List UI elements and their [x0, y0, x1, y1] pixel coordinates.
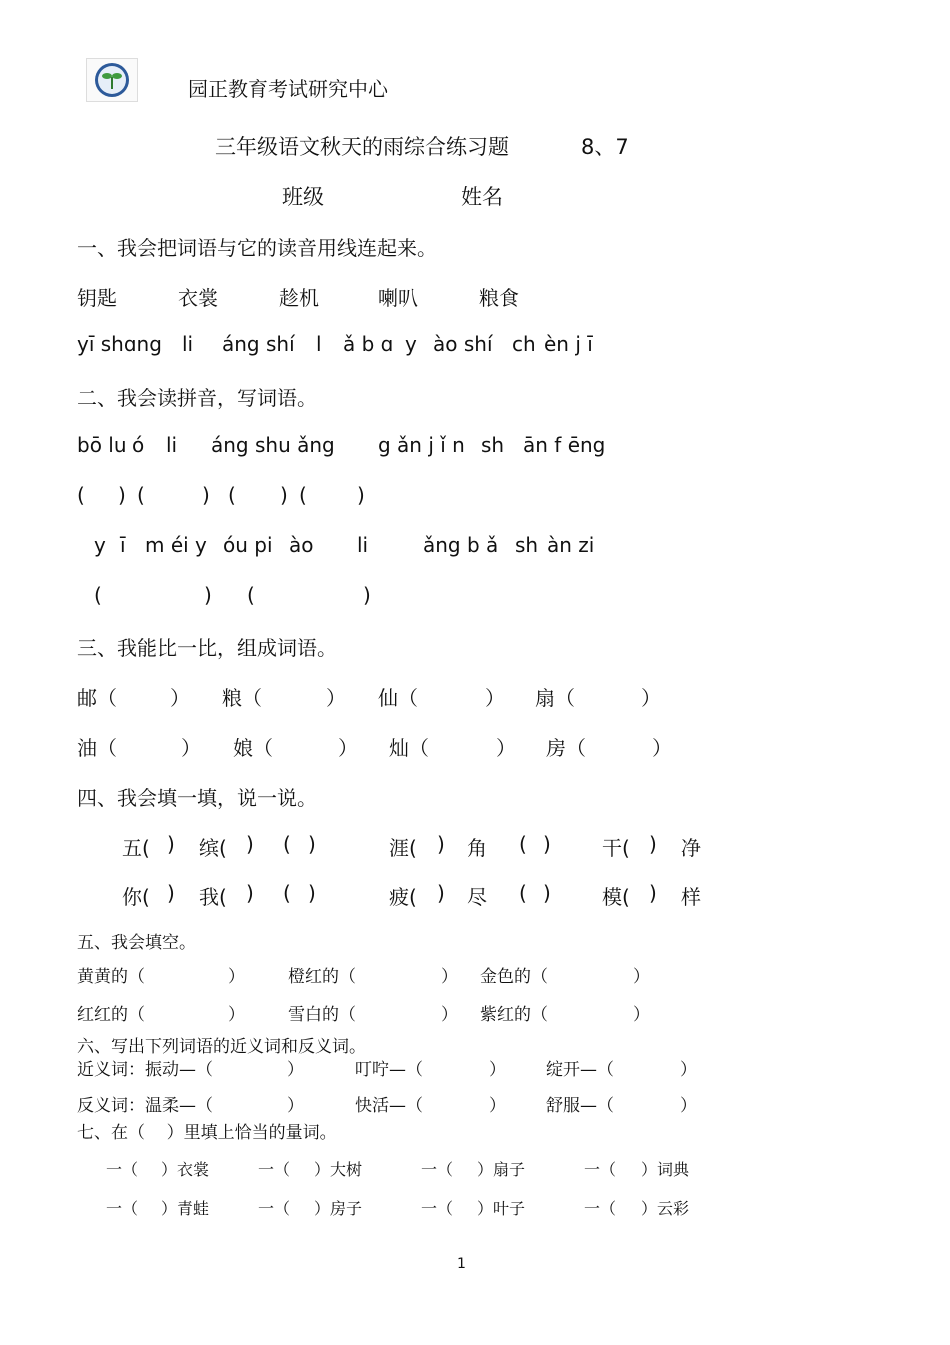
idiom-part: 缤( — [199, 836, 227, 860]
fill-prompt: 紫红的（ — [480, 1005, 548, 1025]
pinyin: sh — [515, 533, 539, 557]
bracket-close: ) — [204, 583, 212, 607]
bracket-close: ） — [228, 967, 245, 987]
pinyin: áng shu ǎng — [211, 433, 335, 457]
idiom-part: 五( — [122, 836, 150, 860]
measure-noun: ）叶子 — [477, 1199, 526, 1218]
idiom-part: 你( — [122, 885, 150, 909]
measure-prompt: 一（ — [106, 1160, 139, 1179]
idiom-part: 模( — [602, 885, 630, 909]
idiom-part: ) — [167, 832, 175, 856]
char-with-open-bracket: 邮（ — [77, 686, 117, 710]
idiom-part: ) — [649, 832, 657, 856]
pinyin: ǎ b ɑ — [343, 332, 394, 356]
char-with-open-bracket: 娘（ — [233, 736, 273, 760]
bracket-close: ） — [489, 1096, 506, 1116]
bracket-close: ） — [496, 736, 516, 760]
title-number: 8、7 — [581, 135, 629, 159]
bracket-close: ） — [228, 1005, 245, 1025]
idiom-part: 尽 — [467, 885, 487, 909]
measure-prompt: 一（ — [584, 1160, 617, 1179]
idiom-part: 干( — [602, 836, 630, 860]
page-number: 1 — [457, 1256, 466, 1272]
fill-prompt: 橙红的（ — [288, 967, 356, 987]
pinyin: g ǎn j ǐ n — [378, 433, 465, 457]
word: 衣裳 — [178, 286, 218, 310]
measure-prompt: 一（ — [258, 1199, 291, 1218]
bracket-close: ） — [680, 1096, 697, 1116]
idiom-part: 样 — [681, 885, 701, 909]
word: 粮食 — [479, 286, 519, 310]
pinyin: y — [405, 332, 417, 356]
bracket-close: ） — [641, 686, 661, 710]
measure-prompt: 一（ — [421, 1199, 454, 1218]
char-with-open-bracket: 房（ — [546, 736, 586, 760]
char-with-open-bracket: 油（ — [77, 736, 117, 760]
measure-noun: ）房子 — [314, 1199, 363, 1218]
measure-noun: ）青蛙 — [161, 1199, 210, 1218]
pinyin: y — [94, 533, 106, 557]
char-with-open-bracket: 扇（ — [535, 686, 575, 710]
bracket-close: ) — [118, 483, 126, 507]
fill-prompt: 舒服—（ — [546, 1096, 614, 1116]
pinyin: yī shɑng — [77, 332, 162, 356]
bracket-open: ( — [247, 583, 255, 607]
pinyin: sh — [481, 433, 505, 457]
pinyin: li — [166, 433, 178, 457]
idiom-part: ) — [543, 832, 551, 856]
fill-prompt: 快活—（ — [355, 1096, 423, 1116]
pinyin: ó — [132, 433, 145, 457]
section-2-heading: 二、我会读拼音，写词语。 — [77, 386, 317, 410]
idiom-part: ( — [283, 881, 291, 905]
logo — [86, 58, 138, 102]
fill-prompt: 反义词：温柔—（ — [77, 1096, 213, 1116]
pinyin: ào shí — [433, 332, 493, 356]
bracket-open: ( — [299, 483, 307, 507]
idiom-part: ( — [519, 832, 527, 856]
idiom-part: 涯( — [389, 836, 417, 860]
fill-prompt: 红红的（ — [77, 1005, 145, 1025]
pinyin: èn j ī — [544, 332, 593, 356]
bracket-open: ( — [137, 483, 145, 507]
pinyin: ǎng b ǎ — [423, 533, 499, 557]
fill-prompt: 近义词：振动—（ — [77, 1060, 213, 1080]
section-7-heading: 七、在（ ）里填上恰当的量词。 — [77, 1123, 337, 1143]
idiom-part: ) — [437, 881, 445, 905]
globe-sprout-icon — [87, 59, 137, 101]
pinyin: li — [357, 533, 369, 557]
char-with-open-bracket: 仙（ — [378, 686, 418, 710]
pinyin: m éi y — [145, 533, 207, 557]
section-4-heading: 四、我会填一填，说一说。 — [77, 786, 317, 810]
idiom-part: ) — [649, 881, 657, 905]
char-with-open-bracket: 灿（ — [389, 736, 429, 760]
measure-noun: ）词典 — [641, 1160, 690, 1179]
measure-noun: ）扇子 — [477, 1160, 526, 1179]
bracket-close: ） — [652, 736, 672, 760]
section-3-heading: 三、我能比一比，组成词语。 — [77, 636, 337, 660]
page-title: 三年级语文秋天的雨综合练习题 — [215, 135, 509, 159]
bracket-close: ） — [287, 1096, 304, 1116]
measure-noun: ）衣裳 — [161, 1160, 210, 1179]
bracket-close: ） — [633, 967, 650, 987]
idiom-part: ) — [308, 881, 316, 905]
idiom-part: ) — [543, 881, 551, 905]
bracket-close: ） — [680, 1060, 697, 1080]
fill-prompt: 黄黄的（ — [77, 967, 145, 987]
idiom-part: 我( — [199, 885, 227, 909]
fill-prompt: 雪白的（ — [288, 1005, 356, 1025]
char-with-open-bracket: 粮（ — [222, 686, 262, 710]
bracket-close: ） — [338, 736, 358, 760]
bracket-open: ( — [94, 583, 102, 607]
bracket-open: ( — [228, 483, 236, 507]
name-label: 姓名 — [461, 185, 503, 209]
pinyin: ch — [512, 332, 536, 356]
idiom-part: ( — [519, 881, 527, 905]
fill-prompt: 绽开—（ — [546, 1060, 614, 1080]
bracket-open: ( — [77, 483, 85, 507]
measure-prompt: 一（ — [258, 1160, 291, 1179]
bracket-close: ） — [441, 1005, 458, 1025]
pinyin: bō lu — [77, 433, 127, 457]
fill-prompt: 叮咛—（ — [355, 1060, 423, 1080]
bracket-close: ） — [633, 1005, 650, 1025]
measure-prompt: 一（ — [584, 1199, 617, 1218]
idiom-part: ) — [246, 881, 254, 905]
idiom-part: ) — [167, 881, 175, 905]
pinyin: ān f ēng — [523, 433, 606, 457]
pinyin: ào — [289, 533, 314, 557]
word: 钥匙 — [77, 286, 117, 310]
bracket-close: ） — [181, 736, 201, 760]
bracket-close: ) — [357, 483, 365, 507]
pinyin: l — [316, 332, 322, 356]
bracket-close: ） — [441, 967, 458, 987]
word: 喇叭 — [378, 286, 418, 310]
idiom-part: ) — [437, 832, 445, 856]
measure-noun: ）大树 — [314, 1160, 363, 1179]
pinyin: li — [182, 332, 194, 356]
pinyin: áng shí — [222, 332, 295, 356]
idiom-part: 净 — [681, 836, 701, 860]
org-name: 园正教育考试研究中心 — [188, 77, 388, 101]
idiom-part: ) — [308, 832, 316, 856]
idiom-part: 角 — [467, 836, 487, 860]
bracket-close: ） — [326, 686, 346, 710]
bracket-close: ） — [170, 686, 190, 710]
measure-prompt: 一（ — [106, 1199, 139, 1218]
bracket-close: ) — [363, 583, 371, 607]
word: 趁机 — [279, 286, 319, 310]
pinyin: óu pi — [223, 533, 273, 557]
idiom-part: 疲( — [389, 885, 417, 909]
section-6-heading: 六、写出下列词语的近义词和反义词。 — [77, 1037, 366, 1057]
measure-noun: ）云彩 — [641, 1199, 690, 1218]
bracket-close: ） — [485, 686, 505, 710]
section-1-heading: 一、我会把词语与它的读音用线连起来。 — [77, 236, 437, 260]
pinyin: àn zi — [547, 533, 595, 557]
bracket-close: ） — [489, 1060, 506, 1080]
fill-prompt: 金色的（ — [480, 967, 548, 987]
idiom-part: ) — [246, 832, 254, 856]
class-label: 班级 — [282, 185, 324, 209]
pinyin: ī — [120, 533, 126, 557]
section-5-heading: 五、我会填空。 — [77, 933, 196, 953]
idiom-part: ( — [283, 832, 291, 856]
measure-prompt: 一（ — [421, 1160, 454, 1179]
bracket-close: ) — [202, 483, 210, 507]
bracket-close: ） — [287, 1060, 304, 1080]
bracket-close: ) — [280, 483, 288, 507]
